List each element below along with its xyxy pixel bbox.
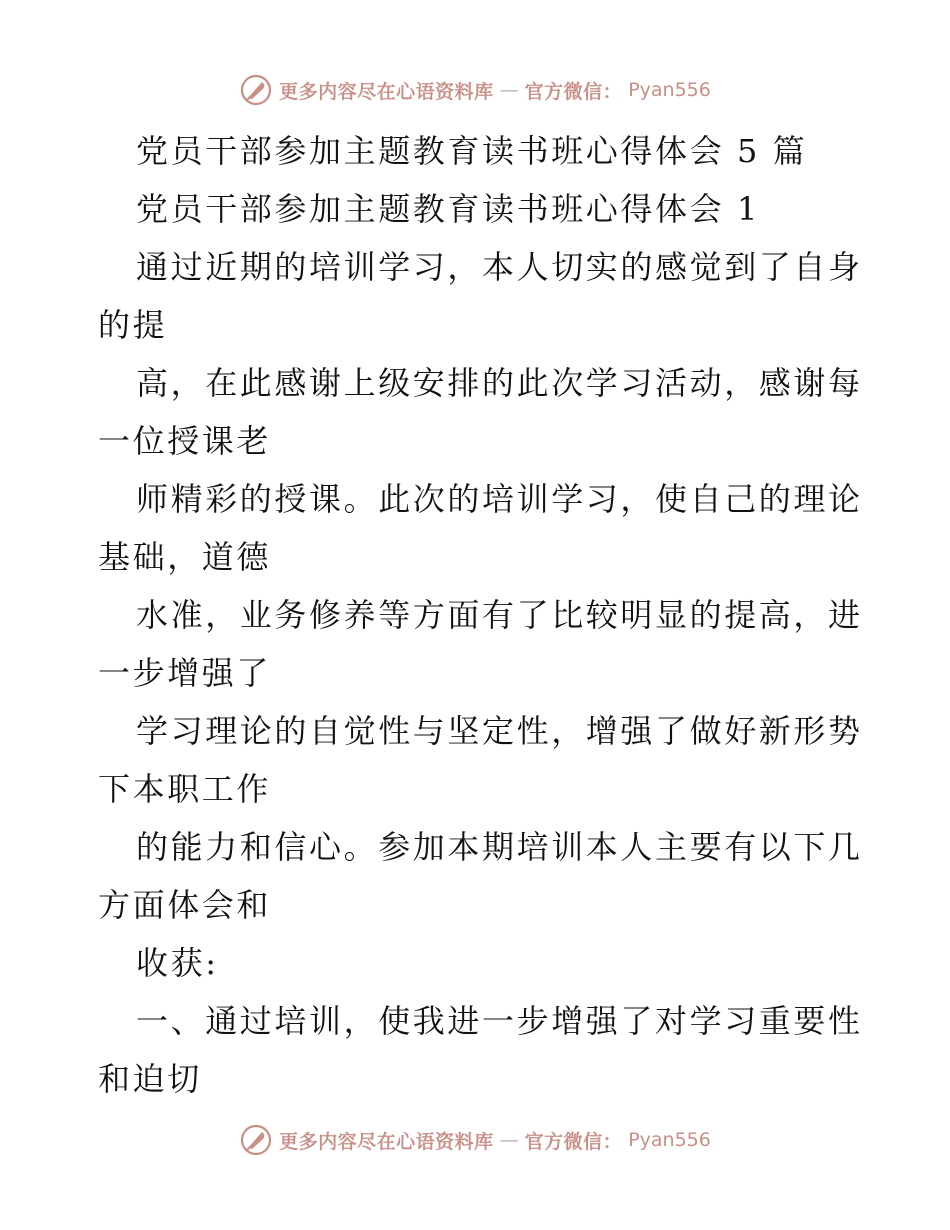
quill-pen-icon bbox=[239, 73, 273, 107]
body-line: 方面体会和 bbox=[98, 886, 272, 924]
header-banner bbox=[0, 70, 950, 110]
body-line: 基础，道德 bbox=[98, 538, 272, 576]
body-line: 的能力和信心。参加本期培训本人主要有以下几 bbox=[136, 828, 863, 866]
quill-pen-icon bbox=[239, 1123, 273, 1157]
body-line: 水准，业务修养等方面有了比较明显的提高，进 bbox=[136, 596, 863, 634]
document-body bbox=[98, 122, 863, 1108]
banner-separator: — bbox=[499, 79, 519, 101]
banner-separator: — bbox=[499, 1129, 519, 1151]
banner-main-text: 更多内容尽在心语资料库 bbox=[279, 80, 494, 103]
body-line: 通过近期的培训学习，本人切实的感觉到了自身 bbox=[136, 248, 863, 286]
banner-wechat-label: 官方微信： bbox=[524, 80, 623, 103]
section-heading: 党员干部参加主题教育读书班心得体会 1 bbox=[136, 190, 760, 228]
body-line: 一步增强了 bbox=[98, 654, 272, 692]
body-line: 的提 bbox=[98, 306, 168, 344]
body-line: 和迫切 bbox=[98, 1060, 202, 1098]
body-line: 师精彩的授课。此次的培训学习，使自己的理论 bbox=[136, 480, 863, 518]
body-line: 下本职工作 bbox=[98, 770, 272, 808]
body-line: 一位授课老 bbox=[98, 422, 272, 460]
footer-banner bbox=[0, 1120, 950, 1160]
banner-main-text: 更多内容尽在心语资料库 bbox=[279, 1130, 494, 1153]
banner-wechat-id: Pyan556 bbox=[628, 1129, 711, 1151]
banner-wechat-label: 官方微信： bbox=[524, 1130, 623, 1153]
body-line: 一、通过培训，使我进一步增强了对学习重要性 bbox=[136, 1002, 863, 1040]
banner-wechat-id: Pyan556 bbox=[628, 79, 711, 101]
body-line: 收获: bbox=[136, 944, 219, 982]
body-line: 高，在此感谢上级安排的此次学习活动，感谢每 bbox=[136, 364, 863, 402]
document-title: 党员干部参加主题教育读书班心得体会 5 篇 bbox=[136, 132, 808, 170]
body-line: 学习理论的自觉性与坚定性，增强了做好新形势 bbox=[136, 712, 863, 750]
